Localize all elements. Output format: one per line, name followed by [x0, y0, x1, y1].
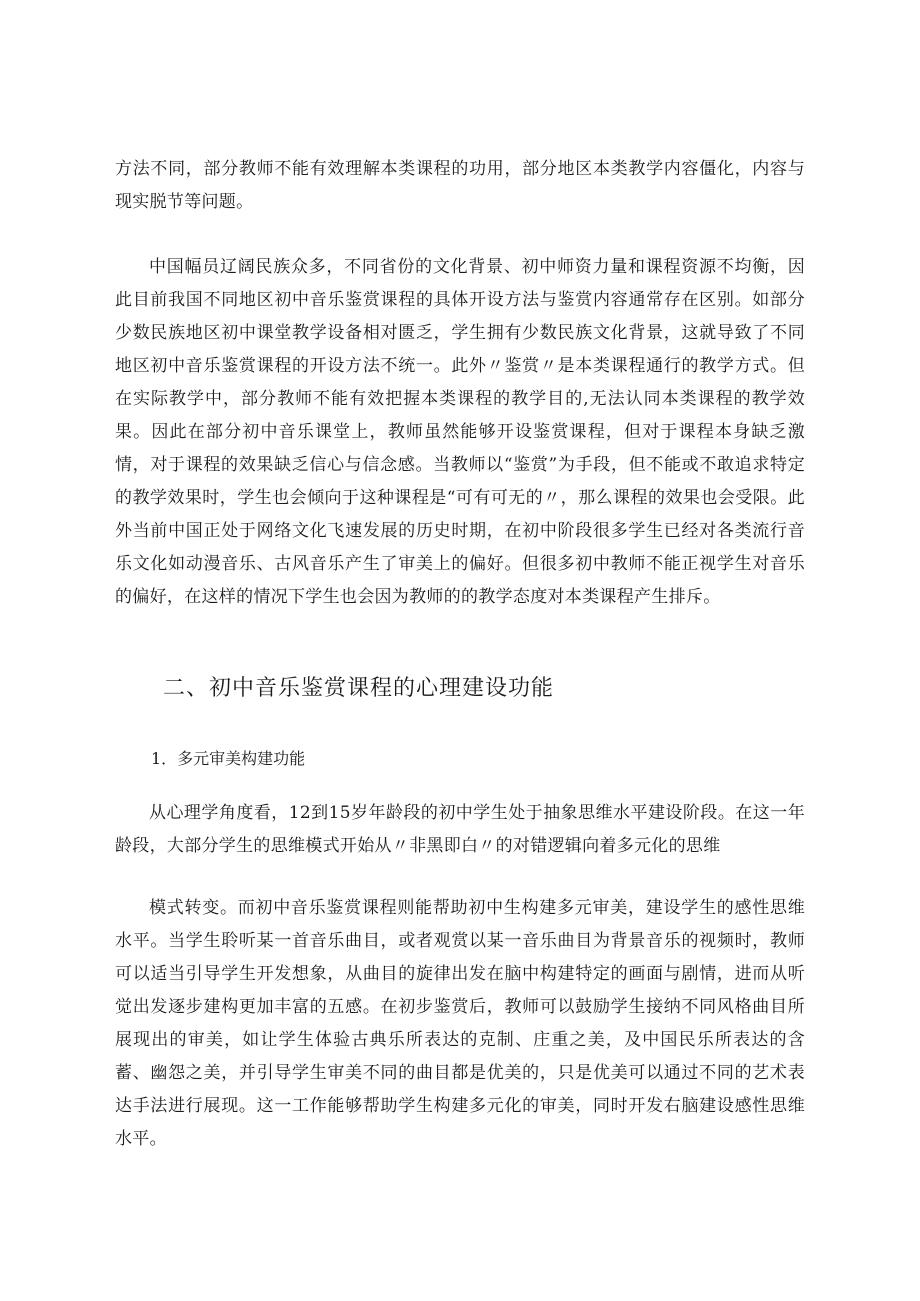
- paragraph-continuation: 方法不同，部分教师不能有效理解本类课程的功用，部分地区本类教学内容僵化，内容与现实脱节等问题。: [115, 159, 805, 212]
- paragraph-regional-differences: 中国幅员辽阔民族众多，不同省份的文化背景、初中师资力量和课程资源不均衡，因此目前我国不同地区初中音乐鉴赏课程的具体开设方法与鉴赏内容通常存在区别。如部分少数民族地区初中课堂教学设备相对匮乏，学生拥有少数民族文化背景，这就导致了不同地区初中音乐鉴赏课程的开设方法不统一。此外〃鉴赏〃是本类课程通行的教学方式。但在实际教学中，部分教师不能有效把握本类课程的教学目的,无法认同本类课程的教学效果。因此在部分初中音乐课堂上，教师虽然能够开设鉴赏课程，但对于课程本身缺乏激情，对于课程的效果缺乏信心与信念感。当教师以“鉴赏”为手段，但不能或不敢追求特定的教学效果时，学生也会倾向于这种课程是“可有可无的〃，那么课程的效果也会受限。此外当前中国正处于网络文化飞速发展的历史时期，在初中阶段很多学生已经对各类流行音乐文化如动漫音乐、古风音乐产生了审美上的偏好。但很多初中教师不能正视学生对音乐的偏好，在这样的情况下学生也会因为教师的的教学态度对本类课程产生排斥。: [115, 257, 805, 607]
- subsection-heading: 1．多元审美构建功能: [151, 749, 306, 768]
- paragraph-psychology-intro: 从心理学角度看，12到15岁年龄段的初中学生处于抽象思维水平建设阶段。在这一年龄段，大部分学生的思维模式开始从〃非黑即白〃的对错逻辑向着多元化的思维: [115, 803, 805, 856]
- paragraph-aesthetic-construction: 模式转变。而初中音乐鉴赏课程则能帮助初中生构建多元审美，建设学生的感性思维水平。当学生聆听某一首音乐曲目，或者观赏以某一音乐曲目为背景音乐的视频时，教师可以适当引导学生开发想象，从曲目的旋律出发在脑中构建特定的画面与剧情，进而从听觉出发逐步建构更加丰富的五感。在初步鉴赏后，教师可以鼓励学生接纳不同风格曲目所展现出的审美，如让学生体验古典乐所表达的克制、庄重之美，及中国民乐所表达的含蓄、幽怨之美，并引导学生审美不同的曲目都是优美的，只是优美可以通过不同的艺术表达手法进行展现。这一工作能够帮助学生构建多元化的审美，同时开发右脑建设感性思维水平。: [115, 898, 805, 1149]
- section-heading: 二、初中音乐鉴赏课程的心理建设功能: [163, 676, 555, 701]
